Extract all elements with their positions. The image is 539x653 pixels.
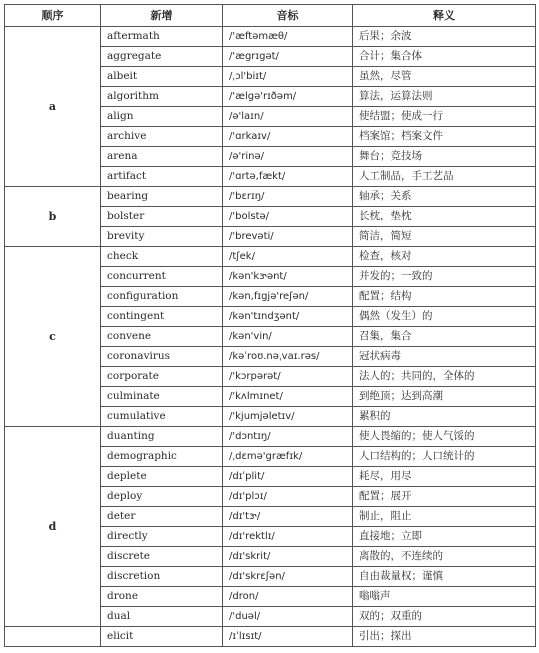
meaning-cell: 配置；结构 [353, 287, 536, 307]
ipa-cell: /'æftəmæθ/ [223, 27, 353, 47]
ipa-cell: /'bɛrɪŋ/ [223, 187, 353, 207]
ipa-cell: /ˌdɛmə'græfɪk/ [223, 447, 353, 467]
word-cell: directly [101, 527, 223, 547]
ipa-cell: /kən'tɪndʒənt/ [223, 307, 353, 327]
ipa-cell: /dɪˈplit/ [223, 467, 353, 487]
ipa-cell: /ˌɔl'biɪt/ [223, 67, 353, 87]
word-cell: archive [101, 127, 223, 147]
vocab-table [4, 4, 536, 647]
word-cell: artifact [101, 167, 223, 187]
word-cell: aggregate [101, 47, 223, 67]
meaning-cell: 使人畏缩的；使人气馁的 [353, 427, 536, 447]
meaning-cell: 冠状病毒 [353, 347, 536, 367]
meaning-cell: 直接地；立即 [353, 527, 536, 547]
meaning-cell: 轴承；关系 [353, 187, 536, 207]
word-cell: concurrent [101, 267, 223, 287]
word-cell: discretion [101, 567, 223, 587]
word-cell: configuration [101, 287, 223, 307]
ipa-cell: /'kʌlmɪnet/ [223, 387, 353, 407]
meaning-cell: 舞台；竞技场 [353, 147, 536, 167]
table-row [5, 427, 536, 447]
word-cell: culminate [101, 387, 223, 407]
word-cell: deploy [101, 487, 223, 507]
meaning-cell: 累积的 [353, 407, 536, 427]
table-row [5, 187, 536, 207]
ipa-cell: /kəˈroʊ.nəˌvaɪ.rəs/ [223, 347, 353, 367]
ipa-cell: /'duəl/ [223, 607, 353, 627]
table-row [5, 627, 536, 647]
header-seq: 顺序 [5, 5, 101, 27]
word-cell: dual [101, 607, 223, 627]
word-cell: arena [101, 147, 223, 167]
ipa-cell: /dɪ'plɔɪ/ [223, 487, 353, 507]
ipa-cell: /dɪ'skrɛʃən/ [223, 567, 353, 587]
word-cell: cumulative [101, 407, 223, 427]
ipa-cell: /'ægrɪgət/ [223, 47, 353, 67]
word-cell: align [101, 107, 223, 127]
word-cell: check [101, 247, 223, 267]
ipa-cell: /ə'laɪn/ [223, 107, 353, 127]
ipa-cell: /kən'vin/ [223, 327, 353, 347]
group-letter: d [5, 427, 101, 627]
word-cell: aftermath [101, 27, 223, 47]
meaning-cell: 使结盟；使成一行 [353, 107, 536, 127]
meaning-cell: 离散的，不连续的 [353, 547, 536, 567]
ipa-cell: /dɪ'rektlɪ/ [223, 527, 353, 547]
meaning-cell: 档案馆；档案文件 [353, 127, 536, 147]
meaning-cell: 耗尽，用尽 [353, 467, 536, 487]
group-letter: a [5, 27, 101, 187]
word-cell: albeit [101, 67, 223, 87]
meaning-cell: 合计；集合体 [353, 47, 536, 67]
header-ipa: 音标 [223, 5, 353, 27]
meaning-cell: 双的；双重的 [353, 607, 536, 627]
word-cell: duanting [101, 427, 223, 447]
group-letter: b [5, 187, 101, 247]
word-cell: discrete [101, 547, 223, 567]
meaning-cell: 人工制品，手工艺品 [353, 167, 536, 187]
word-cell: demographic [101, 447, 223, 467]
meaning-cell: 检查，核对 [353, 247, 536, 267]
meaning-cell: 制止，阻止 [353, 507, 536, 527]
meaning-cell: 召集，集合 [353, 327, 536, 347]
meaning-cell: 到绝顶；达到高潮 [353, 387, 536, 407]
meaning-cell: 自由裁量权；谨慎 [353, 567, 536, 587]
meaning-cell: 偶然（发生）的 [353, 307, 536, 327]
ipa-cell: /'kjumjəletɪv/ [223, 407, 353, 427]
word-cell: algorithm [101, 87, 223, 107]
meaning-cell: 简洁，简短 [353, 227, 536, 247]
ipa-cell: /'bolstə/ [223, 207, 353, 227]
ipa-cell: /'kɔrpərət/ [223, 367, 353, 387]
meaning-cell: 虽然，尽管 [353, 67, 536, 87]
ipa-cell: /'ɑrtə,fækt/ [223, 167, 353, 187]
ipa-cell: /'ælgə'rɪðəm/ [223, 87, 353, 107]
word-cell: deter [101, 507, 223, 527]
word-cell: drone [101, 587, 223, 607]
word-cell: elicit [101, 627, 223, 647]
ipa-cell: /'brevəti/ [223, 227, 353, 247]
ipa-cell: /'ɑrkaɪv/ [223, 127, 353, 147]
ipa-cell: /kən'kɝənt/ [223, 267, 353, 287]
meaning-cell: 并发的；一致的 [353, 267, 536, 287]
meaning-cell: 配置；展开 [353, 487, 536, 507]
word-cell: coronavirus [101, 347, 223, 367]
word-cell: bolster [101, 207, 223, 227]
meaning-cell: 法人的；共同的，全体的 [353, 367, 536, 387]
table-body [5, 27, 536, 647]
header-meaning: 释义 [353, 5, 536, 27]
word-cell: contingent [101, 307, 223, 327]
word-cell: bearing [101, 187, 223, 207]
word-cell: convene [101, 327, 223, 347]
meaning-cell: 嗡嗡声 [353, 587, 536, 607]
ipa-cell: /dron/ [223, 587, 353, 607]
header-word: 新增 [101, 5, 223, 27]
ipa-cell: /'dɔntɪŋ/ [223, 427, 353, 447]
ipa-cell: /ɪˈlɪsɪt/ [223, 627, 353, 647]
group-letter [5, 627, 101, 647]
ipa-cell: /kən,fɪgjə'reʃən/ [223, 287, 353, 307]
meaning-cell: 后果；余波 [353, 27, 536, 47]
word-cell: brevity [101, 227, 223, 247]
table-row [5, 247, 536, 267]
header-row [5, 5, 536, 27]
meaning-cell: 人口结构的；人口统计的 [353, 447, 536, 467]
word-cell: corporate [101, 367, 223, 387]
meaning-cell: 引出；探出 [353, 627, 536, 647]
ipa-cell: /ə'rinə/ [223, 147, 353, 167]
meaning-cell: 算法，运算法则 [353, 87, 536, 107]
ipa-cell: /dɪ'skrit/ [223, 547, 353, 567]
ipa-cell: /dɪ'tɝ/ [223, 507, 353, 527]
meaning-cell: 长枕，垫枕 [353, 207, 536, 227]
group-letter: c [5, 247, 101, 427]
word-cell: deplete [101, 467, 223, 487]
table-row [5, 27, 536, 47]
ipa-cell: /tʃek/ [223, 247, 353, 267]
